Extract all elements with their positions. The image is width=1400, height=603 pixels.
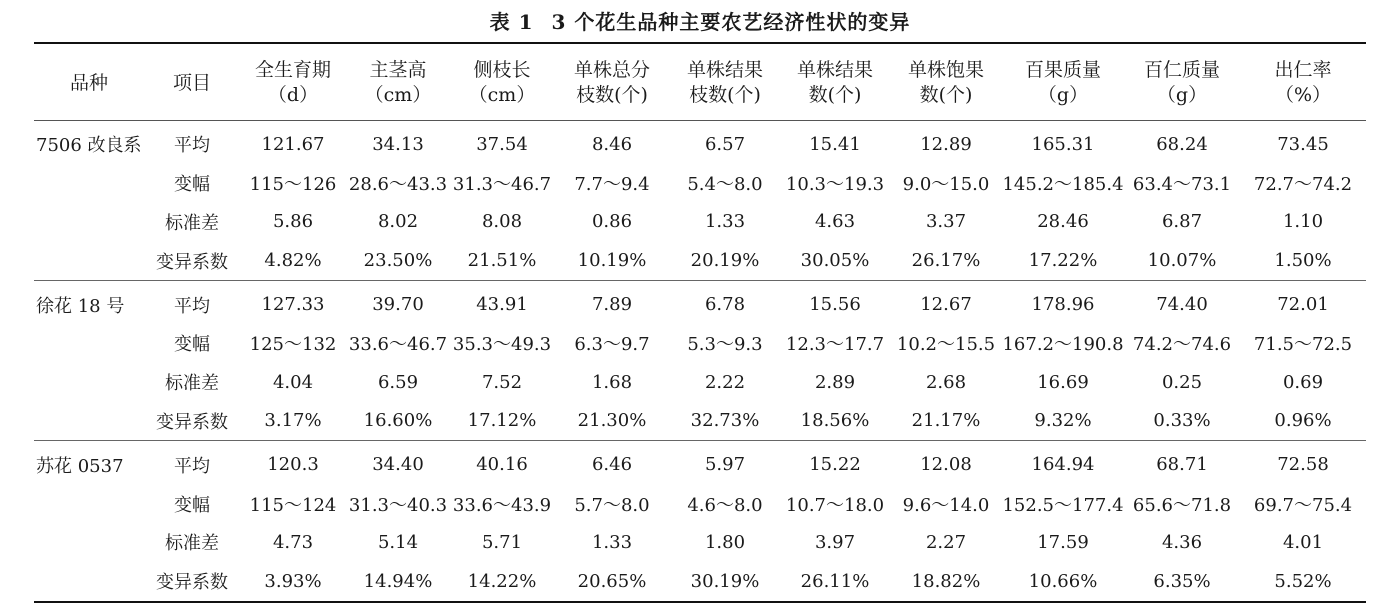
column-header-line: （%） bbox=[1274, 84, 1332, 106]
value-cell: 28.6～43.3 bbox=[348, 174, 448, 196]
column-header bbox=[346, 43, 450, 121]
value-cell: 15.22 bbox=[809, 454, 861, 476]
table-row bbox=[34, 402, 1366, 441]
column-header-line: 百果质量 bbox=[1024, 59, 1101, 81]
value-cell: 26.11% bbox=[800, 570, 870, 592]
value-cell: 115～126 bbox=[249, 174, 337, 196]
column-header-line: （g） bbox=[1037, 84, 1089, 106]
data-table bbox=[34, 42, 1366, 603]
value-cell: 6.35% bbox=[1153, 570, 1211, 592]
item-cell: 平均 bbox=[174, 455, 210, 477]
item-cell: 平均 bbox=[174, 135, 210, 157]
column-header-line: 全生育期 bbox=[254, 59, 331, 81]
column-header-line: 品种 bbox=[69, 71, 108, 94]
value-cell: 31.3～40.3 bbox=[348, 494, 448, 516]
value-cell: 9.32% bbox=[1034, 410, 1092, 432]
column-header bbox=[890, 43, 1002, 121]
value-cell: 35.3～49.3 bbox=[452, 334, 552, 356]
value-cell: 31.3～46.7 bbox=[452, 174, 552, 196]
value-cell: 73.45 bbox=[1277, 133, 1329, 155]
value-cell: 5.4～8.0 bbox=[687, 174, 763, 196]
value-cell: 33.6～43.9 bbox=[452, 494, 552, 516]
value-cell: 28.46 bbox=[1037, 211, 1089, 233]
variety-cell: 苏花 0537 bbox=[36, 455, 124, 477]
value-cell: 5.86 bbox=[272, 211, 314, 233]
value-cell: 12.08 bbox=[920, 454, 972, 476]
value-cell: 5.97 bbox=[704, 454, 746, 476]
value-cell: 8.02 bbox=[377, 211, 419, 233]
variety-cell bbox=[34, 523, 144, 562]
item-cell: 变异系数 bbox=[156, 251, 228, 273]
item-cell: 标准差 bbox=[165, 212, 219, 234]
value-cell: 10.2～15.5 bbox=[896, 334, 996, 356]
value-cell: 1.10 bbox=[1282, 211, 1324, 233]
column-header-line: （cm） bbox=[468, 84, 536, 106]
value-cell: 6.78 bbox=[704, 294, 746, 316]
value-cell: 21.51% bbox=[467, 250, 537, 272]
value-cell: 0.33% bbox=[1153, 410, 1211, 432]
value-cell: 0.86 bbox=[591, 211, 633, 233]
value-cell: 125～132 bbox=[249, 334, 337, 356]
value-cell: 152.5～177.4 bbox=[1002, 494, 1124, 516]
variety-cell bbox=[34, 164, 144, 203]
column-header-line: 数(个) bbox=[808, 84, 862, 106]
item-cell: 变异系数 bbox=[156, 411, 228, 433]
value-cell: 14.22% bbox=[467, 570, 537, 592]
value-cell: 1.33 bbox=[704, 211, 746, 233]
column-header-line: （d） bbox=[267, 84, 319, 106]
value-cell: 2.22 bbox=[704, 371, 746, 393]
table-title bbox=[0, 6, 1400, 35]
value-cell: 21.17% bbox=[911, 410, 981, 432]
variety-cell bbox=[34, 241, 144, 280]
value-cell: 1.68 bbox=[591, 371, 633, 393]
variety-cell bbox=[34, 203, 144, 242]
value-cell: 4.36 bbox=[1161, 531, 1203, 553]
column-header-line: 枝数(个) bbox=[689, 84, 761, 106]
value-cell: 10.7～18.0 bbox=[785, 494, 885, 516]
value-cell: 6.3～9.7 bbox=[574, 334, 650, 356]
value-cell: 30.19% bbox=[690, 570, 760, 592]
value-cell: 2.89 bbox=[814, 371, 856, 393]
table-row bbox=[34, 324, 1366, 363]
value-cell: 18.56% bbox=[800, 410, 870, 432]
value-cell: 6.87 bbox=[1161, 211, 1203, 233]
value-cell: 23.50% bbox=[363, 250, 433, 272]
value-cell: 20.19% bbox=[690, 250, 760, 272]
value-cell: 3.17% bbox=[264, 410, 322, 432]
value-cell: 115～124 bbox=[249, 494, 337, 516]
value-cell: 43.91 bbox=[476, 294, 528, 316]
value-cell: 164.94 bbox=[1031, 454, 1095, 476]
value-cell: 7.52 bbox=[481, 371, 523, 393]
variety-cell bbox=[34, 324, 144, 363]
column-header-line: 枝数(个) bbox=[576, 84, 648, 106]
value-cell: 6.46 bbox=[591, 454, 633, 476]
item-cell: 变幅 bbox=[174, 494, 210, 516]
value-cell: 120.3 bbox=[267, 454, 319, 476]
column-header-line: 项目 bbox=[172, 71, 211, 94]
header-row bbox=[34, 43, 1366, 121]
variety-cell bbox=[34, 402, 144, 441]
value-cell: 1.80 bbox=[704, 531, 746, 553]
column-header bbox=[670, 43, 780, 121]
value-cell: 4.01 bbox=[1282, 531, 1324, 553]
value-cell: 165.31 bbox=[1031, 133, 1095, 155]
column-header-line: （g） bbox=[1156, 84, 1208, 106]
item-cell: 变幅 bbox=[174, 334, 210, 356]
value-cell: 72.58 bbox=[1277, 454, 1329, 476]
value-cell: 74.40 bbox=[1156, 294, 1208, 316]
table-caption: 3 个花生品种主要农艺经济性状的变异 bbox=[551, 10, 911, 34]
value-cell: 8.08 bbox=[481, 211, 523, 233]
value-cell: 0.96% bbox=[1274, 410, 1332, 432]
column-header bbox=[144, 43, 240, 121]
value-cell: 33.6～46.7 bbox=[348, 334, 448, 356]
column-header-line: （cm） bbox=[364, 84, 432, 106]
column-header bbox=[1124, 43, 1240, 121]
value-cell: 16.60% bbox=[363, 410, 433, 432]
value-cell: 10.19% bbox=[577, 250, 647, 272]
value-cell: 63.4～73.1 bbox=[1132, 174, 1232, 196]
value-cell: 4.82% bbox=[264, 250, 322, 272]
value-cell: 26.17% bbox=[911, 250, 981, 272]
value-cell: 68.24 bbox=[1156, 133, 1208, 155]
value-cell: 5.3～9.3 bbox=[687, 334, 763, 356]
value-cell: 3.93% bbox=[264, 570, 322, 592]
table-row bbox=[34, 203, 1366, 242]
column-header-line: 百仁质量 bbox=[1143, 59, 1220, 81]
variety-cell: 7506 改良系 bbox=[36, 135, 142, 157]
value-cell: 4.04 bbox=[272, 371, 314, 393]
value-cell: 4.73 bbox=[272, 531, 314, 553]
variety-cell bbox=[34, 363, 144, 402]
value-cell: 71.5～72.5 bbox=[1253, 334, 1353, 356]
value-cell: 10.3～19.3 bbox=[785, 174, 885, 196]
item-cell: 标准差 bbox=[165, 533, 219, 555]
value-cell: 10.07% bbox=[1147, 250, 1217, 272]
column-header-line: 单株结果 bbox=[686, 59, 763, 81]
value-cell: 6.57 bbox=[704, 133, 746, 155]
table-row bbox=[34, 363, 1366, 402]
table-row bbox=[34, 484, 1366, 523]
value-cell: 9.0～15.0 bbox=[902, 174, 990, 196]
column-header-line: 单株结果 bbox=[796, 59, 873, 81]
variety-cell: 徐花 18 号 bbox=[36, 295, 125, 317]
value-cell: 12.67 bbox=[920, 294, 972, 316]
value-cell: 145.2～185.4 bbox=[1002, 174, 1124, 196]
value-cell: 2.68 bbox=[925, 371, 967, 393]
item-cell: 标准差 bbox=[165, 373, 219, 395]
value-cell: 72.7～74.2 bbox=[1253, 174, 1353, 196]
value-cell: 16.69 bbox=[1037, 371, 1089, 393]
value-cell: 5.14 bbox=[377, 531, 419, 553]
value-cell: 7.7～9.4 bbox=[574, 174, 650, 196]
value-cell: 12.3～17.7 bbox=[785, 334, 885, 356]
value-cell: 5.71 bbox=[481, 531, 523, 553]
column-header-line: 单株饱果 bbox=[907, 59, 984, 81]
value-cell: 0.69 bbox=[1282, 371, 1324, 393]
value-cell: 10.66% bbox=[1028, 570, 1098, 592]
table-header bbox=[34, 43, 1366, 121]
value-cell: 20.65% bbox=[577, 570, 647, 592]
column-header bbox=[1002, 43, 1124, 121]
value-cell: 17.22% bbox=[1028, 250, 1098, 272]
variety-cell bbox=[34, 562, 144, 602]
value-cell: 3.97 bbox=[814, 531, 856, 553]
column-header-line: 主茎高 bbox=[369, 59, 427, 81]
table-row bbox=[34, 121, 1366, 164]
table-row bbox=[34, 562, 1366, 602]
value-cell: 1.33 bbox=[591, 531, 633, 553]
column-header-line: 出仁率 bbox=[1274, 59, 1332, 81]
value-cell: 8.46 bbox=[591, 133, 633, 155]
column-header bbox=[450, 43, 554, 121]
value-cell: 167.2～190.8 bbox=[1002, 334, 1124, 356]
table-row bbox=[34, 523, 1366, 562]
value-cell: 34.40 bbox=[372, 454, 424, 476]
column-header-line: 侧枝长 bbox=[473, 59, 531, 81]
item-cell: 变异系数 bbox=[156, 572, 228, 594]
column-header bbox=[240, 43, 346, 121]
value-cell: 39.70 bbox=[372, 294, 424, 316]
value-cell: 32.73% bbox=[690, 410, 760, 432]
column-header bbox=[34, 43, 144, 121]
value-cell: 2.27 bbox=[925, 531, 967, 553]
value-cell: 69.7～75.4 bbox=[1253, 494, 1353, 516]
value-cell: 21.30% bbox=[577, 410, 647, 432]
item-cell: 平均 bbox=[174, 295, 210, 317]
value-cell: 68.71 bbox=[1156, 454, 1208, 476]
value-cell: 65.6～71.8 bbox=[1132, 494, 1232, 516]
table-body bbox=[34, 121, 1366, 602]
value-cell: 5.7～8.0 bbox=[574, 494, 650, 516]
value-cell: 5.52% bbox=[1274, 570, 1332, 592]
value-cell: 72.01 bbox=[1277, 294, 1329, 316]
value-cell: 0.25 bbox=[1161, 371, 1203, 393]
value-cell: 121.67 bbox=[261, 133, 325, 155]
column-header-line: 单株总分 bbox=[573, 59, 650, 81]
value-cell: 18.82% bbox=[911, 570, 981, 592]
value-cell: 17.59 bbox=[1037, 531, 1089, 553]
column-header bbox=[780, 43, 890, 121]
value-cell: 30.05% bbox=[800, 250, 870, 272]
value-cell: 12.89 bbox=[920, 133, 972, 155]
value-cell: 14.94% bbox=[363, 570, 433, 592]
table-row bbox=[34, 281, 1366, 324]
table-row bbox=[34, 164, 1366, 203]
item-cell: 变幅 bbox=[174, 174, 210, 196]
value-cell: 4.63 bbox=[814, 211, 856, 233]
value-cell: 4.6～8.0 bbox=[687, 494, 763, 516]
column-header-line: 数(个) bbox=[919, 84, 973, 106]
value-cell: 40.16 bbox=[476, 454, 528, 476]
value-cell: 15.56 bbox=[809, 294, 861, 316]
value-cell: 15.41 bbox=[809, 133, 861, 155]
value-cell: 127.33 bbox=[261, 294, 325, 316]
value-cell: 3.37 bbox=[925, 211, 967, 233]
value-cell: 6.59 bbox=[377, 371, 419, 393]
column-header bbox=[554, 43, 670, 121]
table-row bbox=[34, 241, 1366, 280]
value-cell: 9.6～14.0 bbox=[902, 494, 990, 516]
value-cell: 37.54 bbox=[476, 133, 528, 155]
variety-cell bbox=[34, 484, 144, 523]
value-cell: 7.89 bbox=[591, 294, 633, 316]
value-cell: 178.96 bbox=[1031, 294, 1095, 316]
value-cell: 17.12% bbox=[467, 410, 537, 432]
value-cell: 1.50% bbox=[1274, 250, 1332, 272]
table-row bbox=[34, 441, 1366, 484]
table-number: 表 1 bbox=[489, 10, 534, 34]
column-header bbox=[1240, 43, 1366, 121]
value-cell: 74.2～74.6 bbox=[1132, 334, 1232, 356]
value-cell: 34.13 bbox=[372, 133, 424, 155]
